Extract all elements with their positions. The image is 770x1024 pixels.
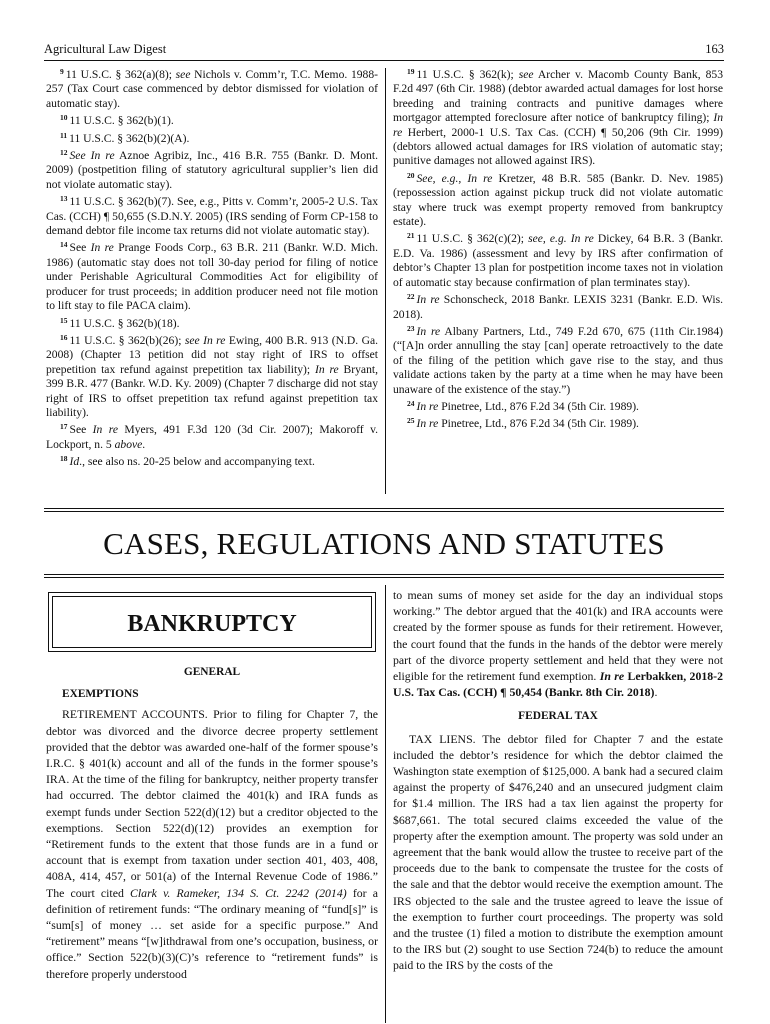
text-run: Aznoe Agribiz, Inc., 416 B.R. 755 (Bankr. D. Mont. 2009) (postpetition filing of statutory agricultural supplier’s lien did not violate automatic stay). (46, 149, 378, 191)
footnote-10 (46, 114, 378, 128)
text-run: . (654, 685, 658, 700)
text-run: Ewing, 400 B.R. 913 (N.D. Ga. 2008) (Chapter 13 petition did not stay right of IRS to offset prepetition tax refund against prepetition tax liability); (46, 333, 378, 376)
column-divider (385, 68, 386, 494)
footnote-number: 23 (407, 323, 415, 333)
text-run: ., see also ns. 20-25 below and accompanying text. (79, 455, 315, 469)
footnote-number: 18 (60, 454, 68, 464)
text-run: RETIREMENT ACCOUNTS. Prior to filing for Chapter 7, the debtor was divorced and the divorce decree property settlement provided that the debtor was awarded one-half of the former spouse’s I.R.C. § 401(k) account and all of the funds in the former spouse’s IRA. At the time of the filing for bankruptcy, neither property transfer had occurred. The debtor claimed the 401(k) and IRA funds as exempt funds under Section 522(d)(12) but a creditor objected to the exemptions. Section 522(d)(12) provides an exemption for “Retirement funds to the extent that those funds are in a fund or account that is exempt from taxation under section 401, 403, 408, 408A, 414, 457, or 501(a) of the Internal Revenue Code of 1986.” The court cited (46, 707, 378, 900)
text-run: Albany Partners, Ltd., 749 F.2d 670, 675 (11th Cir.1984) (“[A]n order annulling the stay [can] operate retroactively to the date of the filing of the petition which gave rise to the stay, and thus validate actions taken by the party at a time when he may have been unaware of the existence of the stay.”) (393, 324, 723, 396)
text-run: 11 U.S.C. § 362(b)(7). See, e.g., Pitts v. Comm’r, 2005-2 U.S. Tax Cas. (CCH) ¶ 50,655 (S.D.N.Y. 2005) (IRS sending of Form CP-158 to demand debtor file income tax returns did not violate automatic stay). (46, 195, 378, 238)
footnote-number: 24 (407, 398, 415, 408)
footnote-14 (46, 241, 378, 313)
footnote-number: 25 (407, 416, 415, 426)
footnote-number: 14 (60, 240, 68, 250)
text-run: for a definition of retirement funds: “The ordinary meaning of “fund[s]” is “sum[s] of money … set aside for a specific purpose.” And “retirement” means “[w]ithdrawal from one’s occupation, business, or office.” Section 522(b)(3)(C)’s reference to “retirement funds” is therefore properly understood (46, 885, 379, 981)
federal-tax-heading: FEDERAL TAX (518, 710, 598, 723)
text-run: See (69, 423, 93, 437)
exemptions-heading: EXEMPTIONS (62, 688, 139, 701)
section-rule (44, 577, 724, 578)
text-run: see, e.g. In re (528, 232, 594, 246)
page-number: 163 (705, 42, 724, 56)
journal-title: Agricultural Law Digest (44, 42, 167, 56)
text-run: Bryant, 399 B.R. 477 (Bankr. W.D. Ky. 2009) (Chapter 7 discharge did not stay right of IRS to offset prepetition tax refund against prepetition tax liability). (46, 362, 378, 419)
text-run: 11 U.S.C. § 362(c)(2); (416, 232, 529, 246)
text-run: Dickey, 64 B.R. 3 (Bankr. E.D. Va. 1986) (assessment and levy by IRS after confirmation of debtor’s Chapter 13 plan for postpetition income taxes not in violation of automatic stay because confirmation of plan terminates stay). (393, 232, 723, 289)
text-run: Archer v. Macomb County Bank, 853 F.2d 497 (6th Cir. 1988) (debtor awarded actual damages for lost horse breeding and training contracts and punitive damages where mortgagor attempted foreclosure after notice of bankruptcy filing); (393, 68, 723, 125)
footnote-number: 15 (60, 315, 68, 325)
footnote-number: 10 (60, 113, 68, 123)
text-run: 11 U.S.C. § 362(b)(1). (69, 114, 174, 128)
text-run: Herbert, 2000-1 U.S. Tax Cas. (CCH) ¶ 50,206 (9th Cir. 1999) (debtors allowed actual damages for IRS violation of automatic stay; punitive damages not allowed against IRS). (393, 125, 723, 168)
text-run: see (175, 68, 191, 81)
text-run: Prange Foods Corp., 63 B.R. 211 (Bankr. W.D. Mich. 1986) (automatic stay does not toll 30-day period for filing of notice under Perishable Agricultural Commodities Act for eligibility of producer for trust proceeds; in addition producer need not file motion to lift stay to file PACA claim). (46, 241, 379, 313)
text-run: 11 U.S.C. § 362(k); (416, 68, 519, 81)
footnote-18 (46, 455, 378, 469)
footnote-12 (46, 149, 378, 192)
text-run: Id (69, 455, 80, 469)
text-run: 11 U.S.C. § 362(b)(18). (69, 316, 180, 330)
exemptions-continuation (393, 587, 723, 700)
footnote-23 (393, 325, 723, 397)
header-rule (44, 60, 724, 61)
text-run: In re (314, 362, 339, 376)
text-run: See (69, 241, 91, 255)
article-left-column (46, 664, 378, 982)
footnote-25 (393, 417, 723, 431)
text-run: See In re (69, 149, 115, 163)
exemptions-body (46, 706, 378, 981)
footnote-number: 9 (60, 67, 64, 76)
footnote-number: 20 (407, 170, 415, 180)
general-heading: GENERAL (183, 666, 241, 678)
text-run: In re (393, 111, 723, 139)
text-run: TAX LIENS. The debtor filed for Chapter 7 and the estate included the debtor’s residence for which the debtor claimed the Washington state exemption of $125,000. A bank had a secured claim against the property of $476,240 and an unsecured judgment claim for $1.4 million. The IRS had a tax lien against the property for $687,661. The total secured claims exceeded the value of the property after the exemption amount. The property was sold under an agreement that the bank would allow the trustee to receive part of the proceeds due to the bank to compensate the trustee for the costs of the sale and that the debtor would receive the exemption amount. The IRS objected to the sale and the trustee agreed to leave the issue of the exemption to further court proceedings. The property was sold and the trustee (1) filed a motion to distribute the exemption amount to the IRS but (2) sought to use Section 724(b) to reduce the amount paid to the IRS by the costs of the (393, 731, 723, 973)
footnote-11 (46, 132, 378, 146)
footnote-13 (46, 195, 378, 238)
text-run: In re (416, 399, 439, 413)
text-run: Pinetree, Ltd., 876 F.2d 34 (5th Cir. 1989). (438, 399, 639, 413)
footnote-15 (46, 317, 378, 331)
text-run: above (114, 437, 143, 451)
text-run: In re (416, 417, 439, 431)
text-run: In re (90, 241, 114, 255)
footnote-number: 21 (407, 231, 415, 241)
text-run: In re (416, 293, 440, 307)
text-run: Myers, 491 F.3d 120 (3d Cir. 2007); Makoroff v. Lockport, n. 5 (46, 423, 379, 451)
column-divider (385, 585, 386, 1023)
article-right-column (393, 587, 723, 974)
text-run: Lerbakken, 2018-2 U.S. Tax Cas. (CCH) ¶ 50,454 (Bankr. 8th Cir. 2018) (393, 669, 723, 700)
text-run: In re (599, 669, 625, 684)
footnote-number: 13 (60, 194, 68, 204)
footnote-number: 17 (60, 422, 68, 432)
section-rule (44, 574, 724, 575)
running-header (44, 42, 724, 60)
footnote-19 (393, 68, 723, 169)
text-run: In re (416, 324, 441, 338)
text-run: 11 U.S.C. § 362(b)(26); (69, 333, 185, 347)
text-run: . (142, 437, 146, 451)
section-title: CASES, REGULATIONS AND STATUTES (103, 526, 665, 561)
footnote-16 (46, 334, 378, 420)
body-paragraph (46, 706, 378, 981)
text-run: Nichols v. Comm’r, T.C. Memo. 1988-257 (Tax Court case commenced by debtor dismissed for violation of automatic stay). (46, 68, 378, 110)
section-rule (44, 508, 724, 509)
footnote-number: 12 (60, 148, 68, 158)
text-run: Pinetree, Ltd., 876 F.2d 34 (5th Cir. 1989). (438, 417, 639, 431)
category-title: BANKRUPTCY (127, 611, 297, 637)
footnote-number: 22 (407, 292, 415, 302)
footnote-24 (393, 400, 723, 414)
footnote-21 (393, 232, 723, 290)
text-run: 11 U.S.C. § 362(a)(8); (65, 68, 176, 81)
text-run: Schonscheck, 2018 Bankr. LEXIS 3231 (Bankr. E.D. Wis. 2018). (393, 293, 723, 321)
text-run: In re (92, 423, 118, 437)
footnote-number: 11 (60, 130, 68, 140)
text-run: see In re (184, 333, 226, 347)
text-run: 11 U.S.C. § 362(b)(2)(A). (69, 131, 190, 145)
section-rule (44, 511, 724, 512)
text-run: Kretzer, 48 B.R. 585 (Bankr. D. Nev. 1985) (repossession action against pickup truck did not violate automatic stay where truck was exempt property removed from bankruptcy estate). (393, 171, 723, 229)
category-box (48, 592, 376, 652)
text-run: see (518, 68, 534, 81)
text-run: See, e.g., In re (416, 171, 493, 185)
footnote-9 (46, 68, 378, 111)
footnotes-right-column (393, 68, 723, 435)
footnotes-left-column (46, 68, 378, 473)
footnote-20 (393, 172, 723, 230)
tax-liens-paragraph (393, 731, 723, 974)
text-run: to mean sums of money set aside for the day an individual stops working.” The debtor argued that the 401(k) and IRA accounts were created by the former spouse as funds for their retirement. However, the court found that the funds in the hands of the debtor were merely part of the divorce property settlement and held that they were not eligible for the retirement fund exemption. (393, 588, 723, 684)
footnote-22 (393, 293, 723, 322)
text-run: Clark v. Rameker, 134 S. Ct. 2242 (2014) (130, 885, 347, 900)
footnote-number: 16 (60, 332, 68, 342)
footnote-number: 19 (407, 67, 415, 76)
footnote-17 (46, 423, 378, 452)
